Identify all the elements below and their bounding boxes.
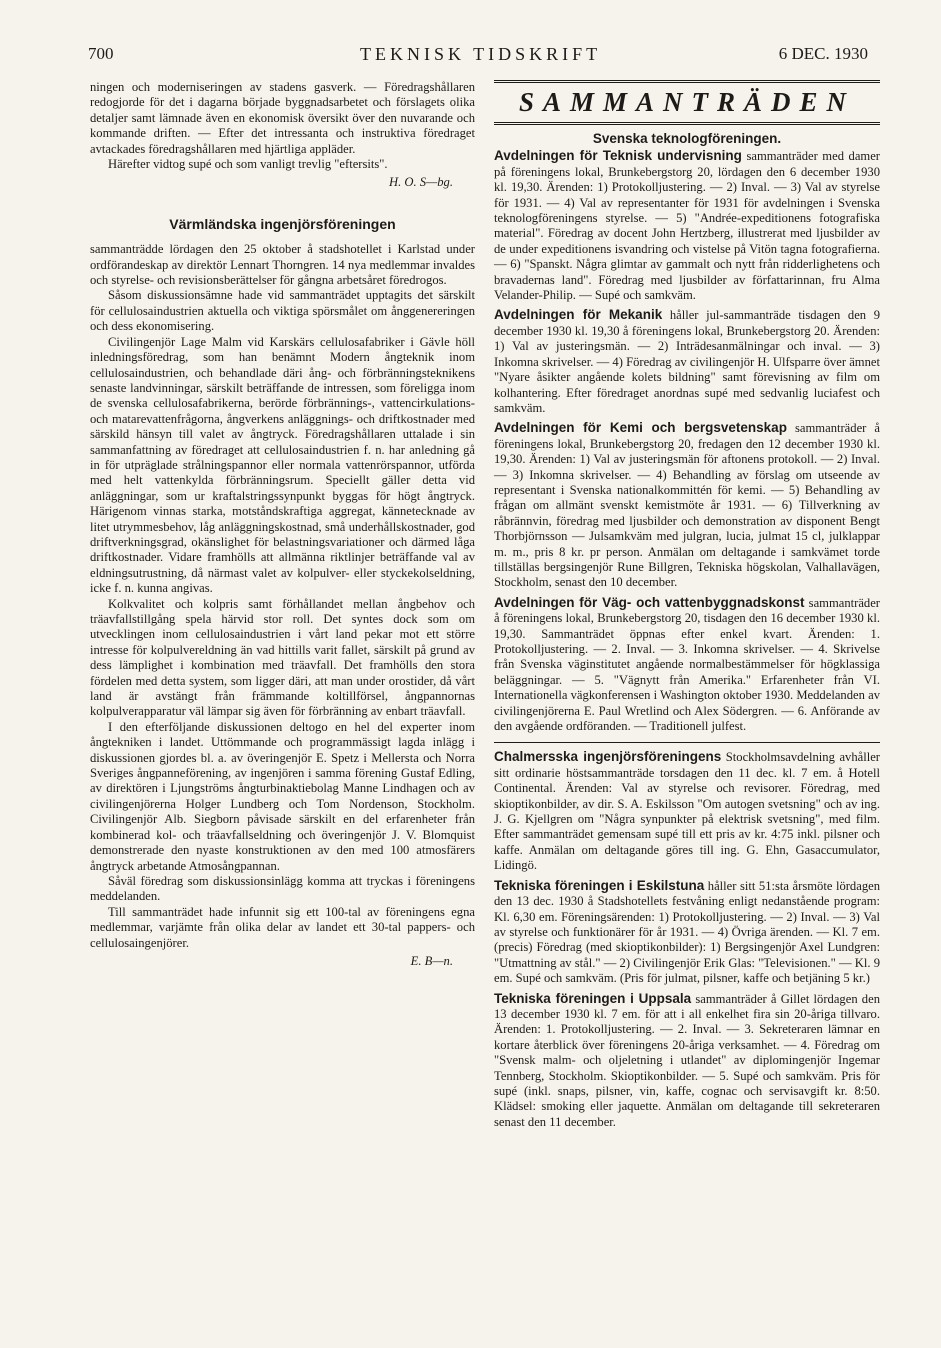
body-paragraph: I den efterföljande diskussionen deltogo en hel del experter inom ångtekniken i landet. Uttömmande och programmässigt lagda inlägg i diskussionen gjordes bl. a. av överingenjör E. Spetz i Mellersta och Norra Sveriges ångpanneförening, av ingenjören i samma förening Gustaf Edling, av direktören i Ljungströms ångturbinaktiebolag Manne Lindhagen och av civilingenjörerna Holger Lundberg och Tom Nordenson, Stockholm. Civilingenjör Alb. Siegborn påvisade särskilt en del erfarenheter från kombinerad kol- och träavfallseldning och överingenjör J. V. Blomquist demonstrerade den nyaste konstruktionen av den med 100 atmosfärers ångtryck arbetande Atmosångpannan. <box>90 719 475 873</box>
entry-text: sammanträder å Gillet lördagen den 13 december 1930 kl. 7 em. för att i all enkelhet fira sin 20-åriga tillvaro. Ärenden: 1. Protokolljustering. — 2. Inval. — 3. Sekreteraren lämnar en kortare återblick över föreningens 20-åriga verksamhet. — 4. Föredrag om "Svensk malm- och oljeletning i utlandet" av diplomingenjör Ingemar Tennberg, Stockholm. Skioptikonbilder. — 5. Supé och samkväm. Pris för supé (inkl. snaps, pilsner, vin, kaffe, cognac och servisavgift kr. 8:50. Klädsel: smoking eller jaquette. Anmälan om deltagande till sekreteraren senast den 11 december. <box>494 991 880 1129</box>
meeting-entry <box>494 148 880 303</box>
meeting-entry <box>494 595 880 735</box>
intro-paragraph: Härefter vidtog supé och som vanligt trevlig "eftersits". <box>108 157 388 172</box>
meeting-entry <box>494 420 880 590</box>
entry-heading: Avdelningen för Kemi och bergsvetenskap <box>494 420 787 436</box>
entry-heading: Tekniska föreningen i Eskilstuna <box>494 877 705 893</box>
body-paragraph: sammanträdde lördagen den 25 oktober å stadshotellet i Karlstad under ordförandeskap av direktör Lennart Thorngren. 14 nya medlemmar invaldes och styrelse- och revisionsberättelser för gångna arbetsåret föredrogos. <box>90 242 475 288</box>
entry-text: sammanträder å föreningens lokal, Brunkebergstorg 20, fredagen den 12 december 1930 kl. 19,30. Ärenden: 1) Val av justeringsmän för aftonens protokoll. — 2) Inval. — 3) Inkomna skrivelser. — 4) Behandling av förslag om utseende av representant i Svenska nationalkommittén för kemi. — 5) Behandling av frågan om allmänt svenskt kemistmöte år 1931. — 6) Tillverkning av råbrännvin, föredrag med ljusbilder och demonstration av disponent Bengt Thorbjörnsson — Julsamkväm med julgran, lucia, julmat 15 cl, julklappar m. m., pris 8 kr. pr person. Anmälan om deltagande i samkvämet torde tillställas bergsingenjör Rune Billgren, Tekniska högskolan, Valhallavägen, Stockholm, senast den 10 december. <box>494 421 880 590</box>
entry-text: sammanträder med damer på föreningens lokal, Brunkebergstorg 20, lördagen den 6 december 1930 kl. 19,30. Ärenden: 1) Protokolljustering. — 2) Inval. — 3) Val av styrelse för 1931. — 4) Val av representanter för 1931 för avdelningen i Svenska teknologföreningens styrelse. — 5) "Andrée-expeditionens fotografiska material". Föredrag av docent John Hertzberg, illustrerat med ljusbilder av de under expeditionens isvandring och vistelse på Vitön tagna fotografierna. — 6) "Spanskt. Några glimtar av gammalt och nytt från ridderlighetens och bravadernas land". Föredrag med ljusbilder av författarinnan, fru Alma Velander-Philip. — Supé och samkväm. <box>494 149 880 303</box>
entry-heading: Avdelningen för Mekanik <box>494 307 663 323</box>
entry-heading: Avdelningen för Väg- och vattenbyggnadskonst <box>494 594 805 610</box>
journal-title: TEKNISK TIDSKRIFT <box>360 44 602 64</box>
section-signature: E. B—n. <box>410 953 453 968</box>
body-paragraph: Kolkvalitet och kolpris samt förhållandet mellan ångbehov och träavfallstillgång spela härvid stor roll. Det syntes dock som om utvecklingen inom cellulosaindustrien i vårt land pekar mot ett större intresse för kolpulvereldning än vad hittills varit fallet, särskilt på grund av dess lämplighet i kombination med träavfall. Det framhölls den stora fördelen med detta system, som ligger däri, att man under orostider, då vårt land är avstängt från främmande koltillförsel, ångpannornas kolpulverapparatur väl lämpar sig även för förbränning av enbart träavfall. <box>90 596 475 719</box>
entry-text: håller sitt 51:sta årsmöte lördagen den 13 dec. 1930 å Stadshotellets festvåning enligt nedanstående program: Kl. 6,30 em. Föreningsärenden: 1) Protokolljustering. — 2) Inval. — 3) Val av styrelse och funktionärer för år 1931. — 4) Övriga ärenden. — Kl. 7 em. (precis) Föredrag (med skioptikonbilder): 1) Bergsingenjör Axel Lundgren: "Utmattning av stål." — 2) Civilingenjör Erik Glas: "Televisionen." — Kl. 9 em. Supé och samkväm. (Pris för julmat, pilsner, kaffe och betjäning 5 kr.) <box>494 878 881 986</box>
society-title: Svenska teknologföreningen. <box>592 131 782 146</box>
section-divider <box>494 742 880 743</box>
meetings-banner: SAMMANTRÄDEN <box>494 80 880 125</box>
body-paragraph: Civilingenjör Lage Malm vid Karskärs cellulosafabriker i Gävle höll inledningsföredrag, som han benämnt Modern ångteknik inom cellulosaindustrien, och behandlade däri ång- och förbränningsteknikens senaste landvinningar, särskilt beträffande de intressen, som föreligga inom de svenska cellulosafabrikerna, berörde förbrännings-, vattencirkulations- och matarevattenfrågorna, ångverkens anläggnings- och driftkostnader med särskild hänsyn till valet av ångtryck. Föredragshållaren uttalade i sin sammanfattning av föredraget att cellulosaindustrien f. n. har anledning gå in för utpräglade strålningspannor eller normala vattenrörspannor, utförda med helt vattenkylda förbränningsrum. Speciellt gäller detta vid anläggningar, som ur kraftalstringssynpunkt byggas för högt ångtryck. Härigenom vinnas starka, motståndskraftiga aggregat, kännetecknade av litet utrymmesbehov, låg anläggningskostnad, små underhållskostnader, god driftverkningsgrad, okänslighet för belastningsvariationer och därmed låga driftkostnader. Vidare framhölls att allmänna riktlinjer beträffande val av eldningsutrustning, då närmast valet av kolpulver- eller styckekolseldning, icke f. n. kunna angivas. <box>90 334 475 596</box>
left-column <box>90 80 475 969</box>
body-paragraph: Till sammanträdet hade infunnit sig ett 100-tal av föreningens egna medlemmar, varjämte från olika delar av landet ett 30-tal pappers- och cellulosaingenjörer. <box>90 904 475 950</box>
body-paragraph: Såväl föredrag som diskussionsinlägg komma att tryckas i föreningens meddelanden. <box>90 873 475 904</box>
entry-text: håller jul-sammanträde tisdagen den 9 december 1930 kl. 19,30 å föreningens lokal, Brunkebergstorg 20. Ärenden: 1) Val av justeringsmän. — 2) Inträdesanmälningar och inval. — 3) Inkomna skrivelser. — 4) Föredrag av civilingenjör H. Ulfsparre över ämnet "Nyare åsikter angående kolets bildning" samt förevisning av film om kolhantering. Efter föredraget anordnas supé med sedvanlig luciafest och samkväm. <box>494 308 880 415</box>
entry-heading: Chalmersska ingenjörsföreningens <box>494 749 722 765</box>
entry-heading: Avdelningen för Teknisk undervisning <box>494 148 742 164</box>
page-header <box>88 44 868 70</box>
meeting-entry <box>494 749 880 873</box>
intro-paragraph: ningen och moderniseringen av stadens gasverk. — Föredragshållaren redogjorde för det i dagarna började byggnadsarbetet och förslagets olika detaljer samt lämnade även en ekonomisk översikt över den nuvarande och kommande driften. — Efter det intressanta och instruktiva föredraget avtackades föredragshållaren med hjärtliga appläder. <box>90 80 475 156</box>
entry-text: Stockholmsavdelning avhåller sitt ordinarie höstsammanträde torsdagen den 11 dec. kl. 7 em. å Hotell Continental. Ärenden: Val av styrelse och revisorer. Föredrag, med skioptikonbilder, av dir. S. A. Eskilsson "Om autogen svetsning" och av ing. J. G. Kjellgren om "Några synpunkter på elektrisk svetsning", med film. Efter sammanträdet gemensam supé till ett pris av kr. 4:75 inkl. pilsner och kaffe. Anmälan om deltagande göres till ing. G. Ehn, Gasaccumulator, Lidingö. <box>494 750 880 873</box>
page-number: 700 <box>88 44 114 63</box>
meeting-entry <box>494 878 880 987</box>
entry-text: sammanträder å föreningens lokal, Brunkebergstorg 20, tisdagen den 16 december 1930 kl. 19,30. Sammanträdet öppnas efter enkel kvart. Ärenden: 1. Protokolljustering. — 2. Inval. — 3. Inkomna skrivelser. — 4. Skrivelse från Svenska väginstitutet angående normalbestämmelser för högklassiga beläggningar. — 5. "Vägnytt från Amerika." Erfarenheter från VI. Internationella vägkonferensen i Washington oktober 1930. Meddelanden av civilingenjörerna E. Paul Wretlind och Alex Södergren. — 6. Anförande av den avgående ordföranden. — Traditionell julfest. <box>494 595 881 734</box>
right-column <box>494 80 880 1130</box>
body-paragraph: Såsom diskussionsämne hade vid sammanträdet upptagits det särskilt för cellulosaindustrien aktuella och viktiga spörsmålet om ånggenereringen och dess ekonomisering. <box>90 288 475 334</box>
meeting-entry <box>494 307 880 416</box>
entry-heading: Tekniska föreningen i Uppsala <box>494 990 692 1006</box>
meeting-entry <box>494 991 880 1131</box>
intro-signature: H. O. S—bg. <box>388 175 453 190</box>
issue-date: 6 DEC. 1930 <box>778 44 868 63</box>
section-heading: Värmländska ingenjörsföreningen <box>169 215 396 232</box>
